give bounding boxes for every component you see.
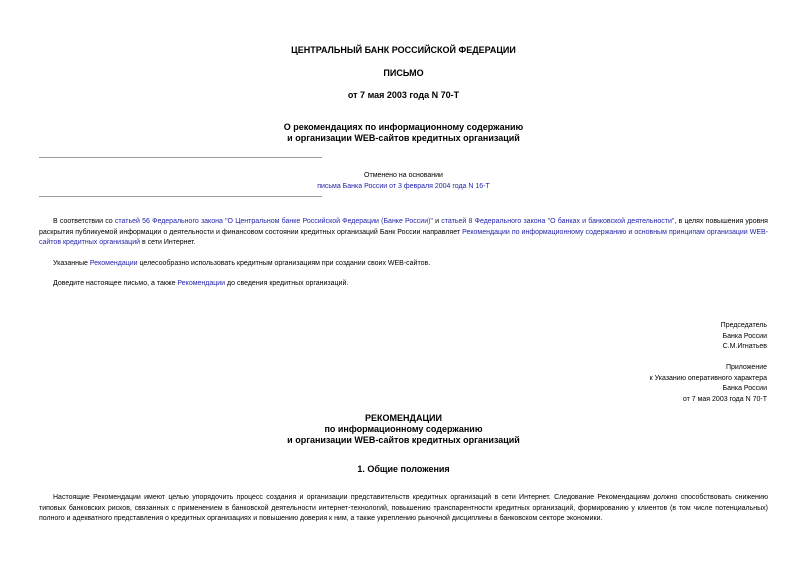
appendix-label: Приложение <box>725 364 767 371</box>
header-org: ЦЕНТРАЛЬНЫЙ БАНК РОССИЙСКОЙ ФЕДЕРАЦИИ <box>291 45 516 55</box>
signature-name: С.М.Игнатьев <box>722 343 767 350</box>
section-1-paragraph <box>39 493 768 525</box>
signature-block <box>721 321 767 353</box>
recommendations-line-3: и организации WEB-сайтов кредитных организаций <box>287 435 520 445</box>
separator-bottom <box>39 196 322 197</box>
law-cb-link[interactable]: статьей 56 Федерального закона "О Центральном банке Российской Федерации (Банке России)" <box>114 218 433 225</box>
paragraph-intro <box>39 217 768 249</box>
section-1-text: Настоящие Рекомендации имеют целью упорядочить процесс создания и организации представительств кредитных организаций в сети Интернет. Следование Рекомендациям должно способствовать снижению типовых банковских рисков, связанных с применением в банковской деятельности интернет-технологий, повышению транспарентности кредитных организаций, формированию у клиентов (в том числе потенциальных) полного и адекватного представления о кредитных организациях и повышению доверия к ним, а также укреплению рыночной дисциплины в банковском секторе экономики. <box>39 494 768 522</box>
header-doc-type: ПИСЬМО <box>383 68 424 78</box>
appendix-block <box>650 363 767 405</box>
appendix-org: Банка России <box>722 385 767 392</box>
para2-text-2: целесообразно использовать кредитным организациям при создании своих WEB-сайтов. <box>137 260 431 267</box>
signature-org: Банка России <box>722 332 767 340</box>
separator-top <box>39 157 322 158</box>
para3-text-2: до сведения кредитных организаций. <box>225 280 349 287</box>
cancel-note-text: Отменено на основании <box>364 172 443 179</box>
cancel-note-link-row <box>0 181 807 192</box>
recommendations-link-2[interactable]: Рекомендации <box>89 260 138 267</box>
para1-text-4: в сети Интернет. <box>140 239 196 246</box>
signature-title: Председатель <box>720 322 767 329</box>
paragraph-usage <box>39 259 768 270</box>
law-banks-link[interactable]: статьей 8 Федерального закона "О банках и банковской деятельности" <box>441 218 675 225</box>
para2-text-1: Указанные <box>53 260 90 267</box>
para1-text-2: и <box>432 218 442 225</box>
appendix-date: от 7 мая 2003 года N 70-Т <box>682 395 767 403</box>
subject-line-2: и организации WEB-сайтов кредитных организаций <box>287 133 520 143</box>
para3-text-1: Доведите настоящее письмо, а также <box>53 280 178 287</box>
recommendations-line-2: по информационному содержанию <box>324 424 483 434</box>
recommendations-title: РЕКОМЕНДАЦИИ <box>365 413 442 423</box>
para1-text-1: В соответствии со <box>53 218 115 225</box>
recommendations-link-3[interactable]: Рекомендации <box>177 280 226 287</box>
subject-line-1: О рекомендациях по информационному содержанию <box>283 122 524 132</box>
paragraph-notify <box>39 279 768 290</box>
appendix-ref: к Указанию оперативного характера <box>649 374 767 382</box>
recommendations-link[interactable]: Рекомендации по информационному содержанию и основным принципам организации WEB-сайтов кредитных организаций <box>39 228 769 246</box>
section-1-heading: 1. Общие положения <box>357 464 450 474</box>
cancel-note-link[interactable]: письма Банка России от 3 февраля 2004 года N 16-Т <box>317 183 490 190</box>
para1-text-3: , в целях повышения уровня раскрытия публикуемой информации о деятельности и финансовом состоянии кредитных организаций Банк России направляет <box>39 218 768 236</box>
header-date-number: от 7 мая 2003 года N 70-Т <box>347 90 460 100</box>
